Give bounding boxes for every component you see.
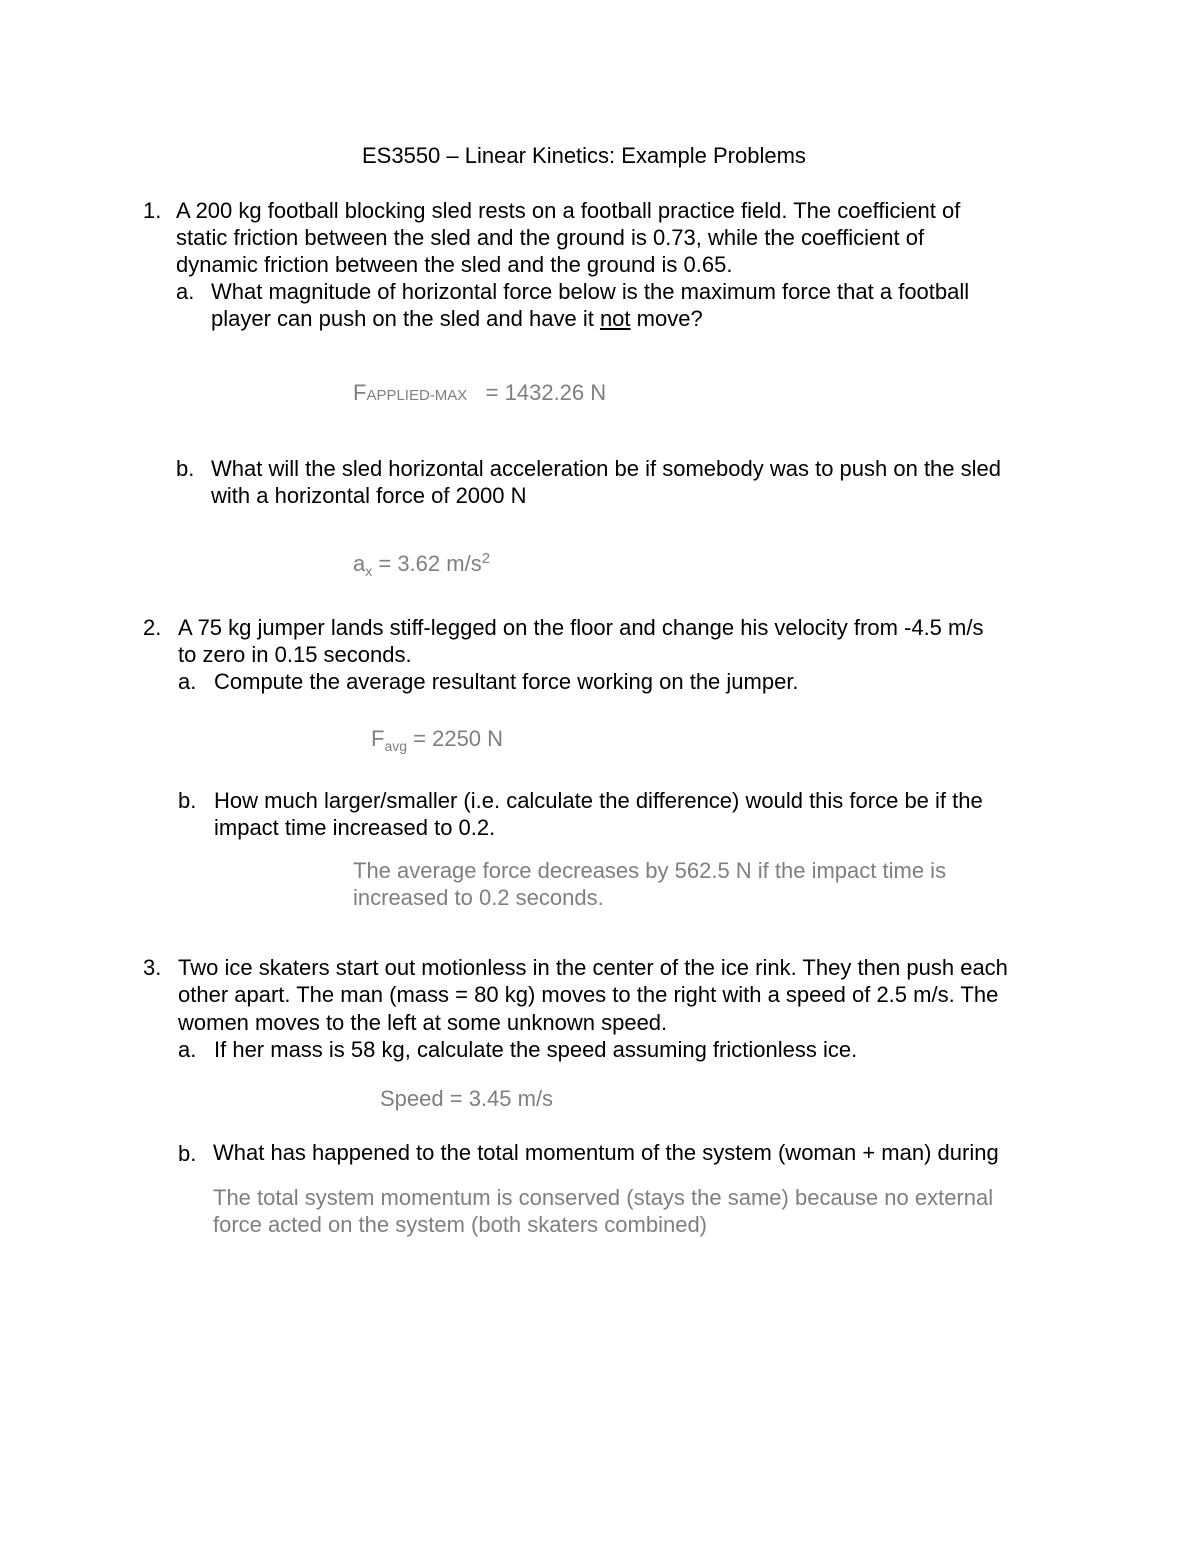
problem-3a-question-line-1: If her mass is 58 kg, calculate the speed assuming frictionless ice. [214, 1037, 858, 1062]
problem-3a-answer: Speed = 3.45 m/s [380, 1086, 554, 1111]
problem-2b-letter: b. [178, 788, 197, 813]
problem-1-text-line-1: A 200 kg football blocking sled rests on a football practice field. The coefficient of [176, 198, 961, 223]
problem-1-text-line-2: static friction between the sled and the ground is 0.73, while the coefficient of [176, 225, 925, 250]
problem-1-text-line-3: dynamic friction between the sled and the ground is 0.65. [176, 252, 733, 277]
problem-3b-answer-line-2: force acted on the system (both skaters combined) [213, 1212, 708, 1237]
problem-3b-question-line-1: What has happened to the total momentum of the system (woman + man) during [213, 1140, 999, 1165]
problem-3-text-line-2: other apart. The man (mass = 80 kg) moves to the right with a speed of 2.5 m/s. The [178, 982, 999, 1007]
problem-1b-letter: b. [176, 456, 195, 481]
problem-1a-letter: a. [176, 279, 195, 304]
problem-2a-letter: a. [178, 669, 197, 694]
problem-2-text-line-1: A 75 kg jumper lands stiff-legged on the floor and change his velocity from -4.5 m/s [178, 615, 984, 640]
problem-2b-question-line-2: impact time increased to 0.2. [214, 815, 496, 840]
problem-2b-question-line-1: How much larger/smaller (i.e. calculate the difference) would this force be if the [214, 788, 983, 813]
document-title: ES3550 – Linear Kinetics: Example Problems [362, 143, 806, 168]
problem-1a-answer: FAPPLIED-MAX = 1432.26 N [353, 380, 607, 405]
problem-1b-answer: $a_x = 3.62$ $m/s^2$ [353, 550, 491, 579]
problem-1a-question-line-1: What magnitude of horizontal force below is the maximum force that a football [211, 279, 970, 304]
problem-3b-letter: b. [178, 1141, 197, 1166]
problem-2-text-line-2: to zero in 0.15 seconds. [178, 642, 412, 667]
problem-3-number: 3. [143, 955, 162, 980]
problem-3a-letter: a. [178, 1037, 197, 1062]
problem-1b-question-line-1: What will the sled horizontal acceleration be if somebody was to push on the sled [211, 456, 1001, 481]
problem-3b-answer-line-1: The total system momentum is conserved (stays the same) because no external [213, 1185, 994, 1210]
problem-3-text-line-3: women moves to the left at some unknown speed. [178, 1010, 668, 1035]
underlined-not: not [599, 306, 631, 331]
problem-1a-question-line-2: player can push on the sled and have it not move? [211, 306, 703, 331]
problem-3-text-line-1: Two ice skaters start out motionless in the center of the ice rink. They then push each [178, 955, 1008, 980]
problem-2-number: 2. [143, 615, 162, 640]
problem-2a-question-line-1: Compute the average resultant force working on the jumper. [214, 669, 799, 694]
problem-1-number: 1. [143, 198, 162, 223]
problem-2a-answer: $F_{avg} = 2250$ N [371, 726, 504, 754]
problem-1b-question-line-2: with a horizontal force of 2000 N [211, 483, 527, 508]
problem-2b-answer-line-1: The average force decreases by 562.5 N if the impact time is [353, 858, 947, 883]
problem-2b-answer-line-2: increased to 0.2 seconds. [353, 885, 604, 910]
